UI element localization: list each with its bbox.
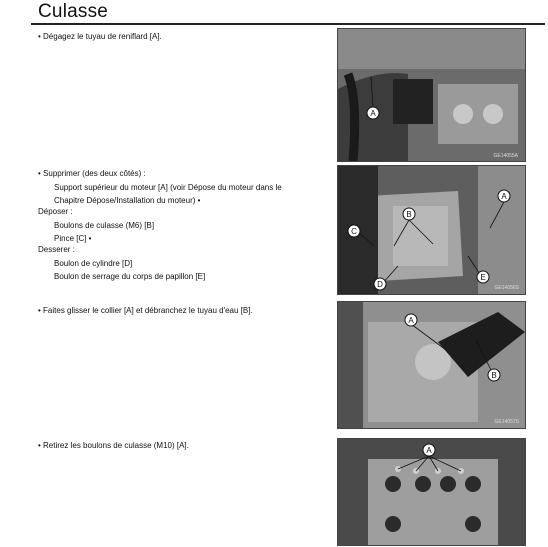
figure-3-callout-b bbox=[488, 369, 500, 381]
figure-1-photo bbox=[337, 28, 526, 162]
step-2-line-3: Boulons de culasse (M6) [B] bbox=[54, 221, 155, 230]
step-2-bullet: Supprimer (des deux côtés) : bbox=[43, 169, 146, 178]
figure-2-photo bbox=[337, 165, 526, 295]
figure-2-callout-c bbox=[348, 225, 360, 237]
step-2-deposer: Déposer : bbox=[38, 207, 73, 216]
figure-4-photo bbox=[337, 438, 526, 546]
svg-text:C: C bbox=[351, 227, 357, 236]
svg-text:A: A bbox=[408, 316, 414, 325]
title-divider bbox=[31, 23, 545, 25]
figure-2-callout-b bbox=[403, 208, 415, 220]
figure-3-caption: GE14057S bbox=[494, 419, 519, 425]
figure-3-callout-a bbox=[405, 314, 417, 326]
figure-4-callout-a bbox=[423, 444, 435, 456]
step-2-text: • Supprimer (des deux côtés) : bbox=[38, 169, 146, 178]
svg-text:E: E bbox=[480, 273, 486, 282]
step-4-text: • Retirez les boulons de culasse (M10) [A]. bbox=[38, 441, 189, 450]
step-1-bullet: Dégagez le tuyau de reniflard [A]. bbox=[43, 32, 162, 41]
svg-text:D: D bbox=[377, 280, 383, 289]
step-2-line-5: Boulon de cylindre [D] bbox=[54, 259, 133, 268]
figure-2-callout-a bbox=[498, 190, 510, 202]
step-3-bullet: Faites glisser le collier [A] et débranchez le tuyau d'eau [B]. bbox=[43, 306, 253, 315]
step-2-line-6: Boulon de serrage du corps de papillon [E] bbox=[54, 272, 206, 281]
step-1-text: • Dégagez le tuyau de reniflard [A]. bbox=[38, 32, 162, 41]
svg-text:B: B bbox=[406, 210, 412, 219]
step-2-desserrer: Desserer : bbox=[38, 245, 75, 254]
svg-text:A: A bbox=[501, 192, 507, 201]
svg-text:B: B bbox=[491, 371, 497, 380]
figure-1-callout-a bbox=[367, 107, 379, 119]
step-2-line-4: Pince [C] • bbox=[54, 234, 92, 243]
step-2-line-1: Support supérieur du moteur [A] (voir Dépose du moteur dans le bbox=[54, 183, 282, 192]
figure-2-caption: GE14056S bbox=[494, 285, 519, 291]
step-2-line-2: Chapitre Dépose/Installation du moteur) • bbox=[54, 196, 201, 205]
figure-1-caption: GE14055A bbox=[493, 153, 518, 159]
figure-3-photo bbox=[337, 301, 526, 429]
step-4-bullet: Retirez les boulons de culasse (M10) [A]. bbox=[43, 441, 189, 450]
figure-2-callout-d bbox=[374, 278, 386, 290]
svg-text:A: A bbox=[370, 109, 376, 118]
step-3-text: • Faites glisser le collier [A] et débranchez le tuyau d'eau [B]. bbox=[38, 306, 253, 315]
page-title: Culasse bbox=[38, 1, 109, 22]
svg-text:A: A bbox=[426, 446, 432, 455]
figure-2-callout-e bbox=[477, 271, 489, 283]
